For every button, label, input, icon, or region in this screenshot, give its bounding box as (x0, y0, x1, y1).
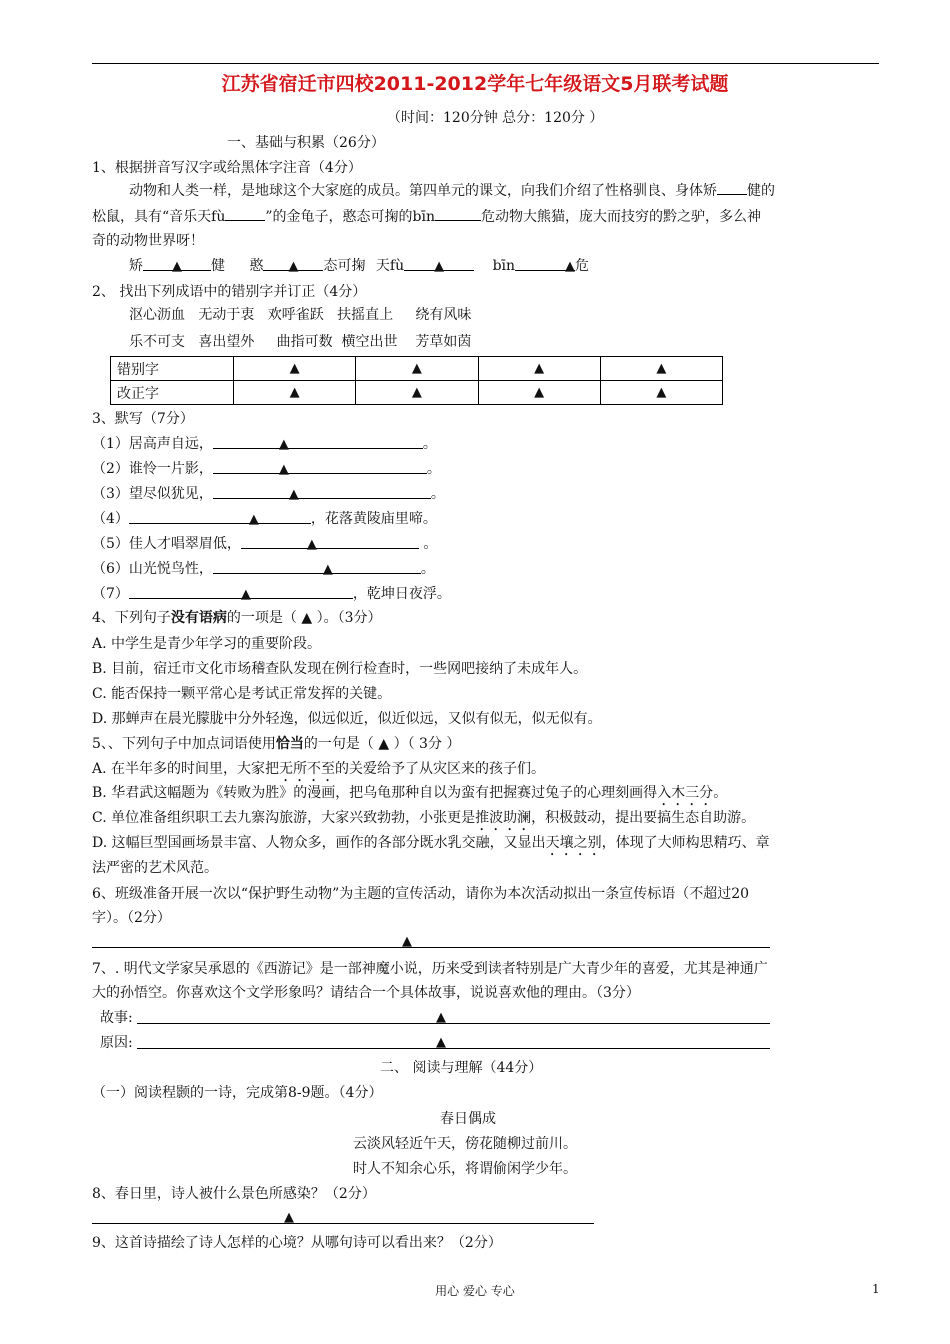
answer-marker: ▲ (284, 1210, 294, 1225)
answer-cell[interactable]: ▲ (234, 381, 356, 405)
label-fix: 改正字 (111, 381, 234, 405)
q5-option-d: D. 这幅巨型国画场景丰富、人物众多，画作的各部分既水乳交融，又显出天壤之别，体现了大师构思精巧、章 (92, 835, 770, 851)
answer-cell[interactable]: ▲ (478, 357, 600, 381)
answer-cell[interactable]: ▲ (356, 357, 478, 381)
page-footer: 用心 爱心 专心 (435, 1284, 515, 1298)
q9-question: 9、这首诗描绘了诗人怎样的心境？从哪句诗可以看出来？（2分） (92, 1235, 502, 1251)
q8-question: 8、春日里，诗人被什么景色所感染？（2分） (92, 1186, 376, 1202)
q7-reason-line[interactable] (137, 1048, 770, 1049)
answer-marker: ▲ (402, 934, 412, 949)
answer-cell[interactable]: ▲ (478, 381, 600, 405)
poem-line2: 时人不知余心乐，将谓偷闲学少年。 (353, 1161, 577, 1177)
q5-option-b: B. 华君武这幅题为《转败为胜》的漫画，把乌龟那种自以为蛮有把握赛过兔子的心理刻画得入木三分。 (92, 785, 728, 801)
q2-idioms-row1: 沤心沥血 无动于衷 欢呼雀跃 扶摇直上 绕有风味 (129, 307, 472, 323)
q3-line6: （6）山光悦鸟性， ▲ 。 (92, 561, 435, 577)
q7-reason-label: 原因: (100, 1035, 133, 1051)
q3-line7: （7） ▲ ，乾坤日夜浮。 (92, 586, 451, 602)
poem-title: 春日偶成 (440, 1111, 496, 1127)
header-rule (92, 63, 879, 64)
answer-cell[interactable]: ▲ (600, 381, 722, 405)
section-1-heading: 一、基础与积累（26分） (227, 135, 385, 151)
q6-line1: 6、班级准备开展一次以“保护野生动物”为主题的宣传活动，请你为本次活动拟出一条宣传标语（不超过20 (92, 886, 750, 902)
q8-answer-line[interactable] (92, 1223, 594, 1224)
q6-answer-line[interactable] (92, 947, 770, 948)
q4-option-c: C. 能否保持一颗平常心是考试正常发挥的关键。 (92, 686, 392, 702)
q3-line5: （5）佳人才唱翠眉低， ▲ 。 (92, 536, 438, 552)
q4-option-b: B. 目前，宿迁市文化市场稽查队发现在例行检查时，一些网吧接纳了未成年人。 (92, 661, 588, 677)
answer-marker: ▲ (172, 259, 182, 274)
q7-line1: 7、. 明代文学家吴承恩的《西游记》是一部神魔小说，历来受到读者特别是广大青少年的喜爱，尤其是神通广 (92, 961, 768, 977)
q3-heading: 3、默写（7分） (92, 411, 194, 427)
answer-cell[interactable]: ▲ (234, 357, 356, 381)
exam-title: 江苏省宿迁市四校2011-2012学年七年级语文5月联考试题 (221, 73, 729, 95)
q1-passage-line2: 松鼠，具有“音乐天fù ”的金龟子，憨态可掬的bīn 危动物大熊猫，庞大而技穷的黔之驴，多么神 (92, 206, 761, 227)
q4-option-d: D. 那蝉声在晨光朦胧中分外轻逸，似远似近，似近似远，又似有似无，似无似有。 (92, 711, 602, 727)
reading-1-intro: （一）阅读程颢的一诗，完成第8-9题。（4分） (92, 1085, 383, 1101)
q6-line2: 字）。（2分） (92, 910, 171, 926)
q1-heading: 1、根据拼音写汉字或给黑体字注音（4分） (92, 160, 362, 176)
q5-heading: 5、、下列句子中加点词语使用恰当的一句是（ ▲ ）（ 3分 ） (92, 736, 461, 752)
q1-passage-line1: 动物和人类一样，是地球这个大家庭的成员。第四单元的课文，向我们介绍了性格驯良、身体矫 健的 (129, 180, 775, 201)
answer-cell[interactable]: ▲ (356, 381, 478, 405)
q1-passage-line3: 奇的动物世界呀！ (92, 233, 204, 249)
q5-option-d-cont: 法严密的艺术风范。 (92, 860, 218, 876)
q3-line4: （4） ▲ ，花落黄陵庙里啼。 (92, 511, 437, 527)
q4-heading: 4、下列句子没有语病的一项是（ ▲ ）。（3分） (92, 610, 382, 626)
exam-meta: （时间：120分钟 总分：120分 ） (387, 110, 604, 126)
answer-marker: ▲ (436, 1035, 446, 1050)
answer-marker: ▲ (436, 1010, 446, 1025)
q2-heading: 2、 找出下列成语中的错别字并订正（4分） (92, 284, 367, 300)
q3-line3: （3）望尽似犹见， ▲ 。 (92, 486, 445, 502)
q3-line2: （2）谁怜一片影， ▲ 。 (92, 461, 441, 477)
q2-idioms-row2: 乐不可支 喜出望外 曲指可数 横空出世 芳草如茵 (129, 334, 472, 350)
label-wrong: 错别字 (111, 357, 234, 381)
q7-story-line[interactable] (137, 1023, 770, 1024)
q4-option-a: A. 中学生是青少年学习的重要阶段。 (92, 636, 322, 652)
q3-line1: （1）居高声自远， ▲ 。 (92, 436, 437, 452)
q5-option-c: C. 单位准备组织职工去九寨沟旅游，大家兴致勃勃，小张更是推波助澜，积极鼓动，提出要搞生态自助游。 (92, 810, 756, 826)
answer-cell[interactable]: ▲ (600, 357, 722, 381)
section-2-heading: 二、 阅读与理解（44分） (380, 1060, 543, 1076)
q7-story-label: 故事: (100, 1010, 133, 1026)
poem-line1: 云淡风轻近午天，傍花随柳过前川。 (353, 1136, 577, 1152)
q7-line2: 大的孙悟空。你喜欢这个文学形象吗？请结合一个具体故事，说说喜欢他的理由。（3分） (92, 985, 640, 1001)
page-number: 1 (872, 1282, 880, 1296)
q1-answer-row: 矫 ▲ 健 憨 ▲ 态可掬 天fù ▲ bīn ▲危 (129, 258, 590, 274)
q5-option-a: A. 在半年多的时间里，大家把无所不至的关爱给予了从灾区来的孩子们。 (92, 761, 546, 777)
correction-table (110, 356, 723, 405)
